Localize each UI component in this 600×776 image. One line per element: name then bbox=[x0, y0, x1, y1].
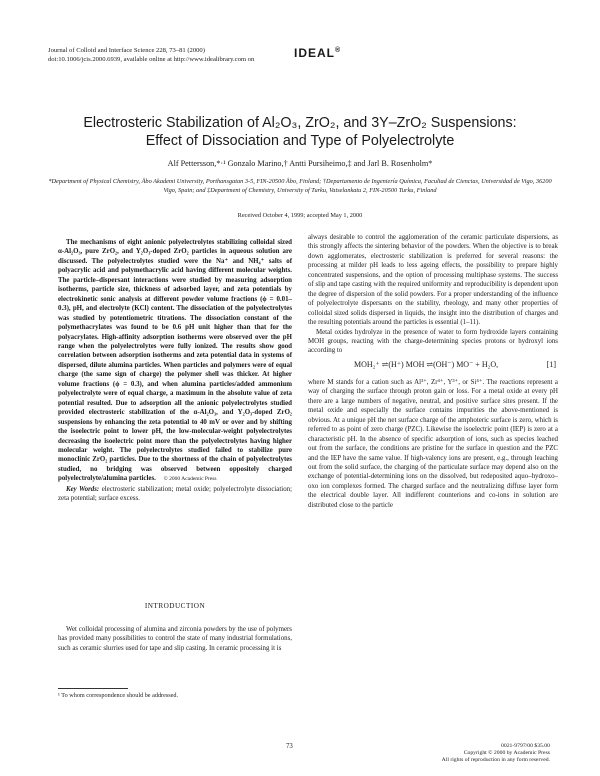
ideal-logo bbox=[294, 46, 341, 60]
title-line-2: Effect of Dissociation and Type of Polyelectrolyte bbox=[145, 133, 455, 149]
section-heading: INTRODUCTION bbox=[144, 602, 206, 610]
paper-title bbox=[40, 114, 560, 150]
ideal-logo-text: IDEAL bbox=[294, 46, 335, 60]
affiliations: *Department of Physical Chemistry, Åbo Akademi University, Porthansgatan 3-5, FIN-20500 Åbo, Finland; †Departamento de Ingeniería Química, Facultad de Ciencias, Universidad de Vigo, 36200 Vigo, Spain; and ‡Department of Chemistry, University of Turku, Vatselankatu 2, FIN-20500 Turku, Finland bbox=[48, 178, 552, 194]
copyright-notice bbox=[440, 743, 550, 764]
right-paragraph-3: where M stands for a cation such as Al³⁺, Zr⁴⁺, Y³⁺, or Si⁴⁺. The reactions represent a way of charging the surface through proton gain or loss. For a metal oxide at every pH there are a large numbers of negative, neutral, and positive surface sites present. If the metal oxide and especially the surface contains impurities the above-mentioned is obvious. At a unique pH the net surface charge of the amphoteric surface is zero, which is referred to as point of zero charge (PZC). Likewise the isoelectric point (IEP) is zero at a characteristic pH. In the absence of specific adsorption of ions, such as species leached out from the surface, the conditions are pristine for the surface in question and the PZC and the IEP have the same value. If high-valency ions are present, e.g., through leaching out from the solid surface, the charging of the particulate surface may depend also on the exchange of potential-determining ions on the dissolved, but redeposited aquo–hydroxo–oxo ion complexes formed. The charged surface and the neutralizing diffuse layer form the electrical double layer. All indifferent counterions and co-ions in solution are distributed close to the particle bbox=[308, 378, 558, 509]
footnote-rule bbox=[58, 688, 128, 689]
abstract-text bbox=[58, 238, 292, 485]
authors: Alf Pettersson,*·¹ Gonzalo Marino,† Antti Pursiheimo,‡ and Jarl B. Rosenholm* bbox=[167, 159, 433, 168]
title-line-1: Electrosteric Stabilization of Al₂O₃, ZrO₂, and 3Y–ZrO₂ Suspensions: bbox=[83, 115, 517, 131]
ideal-logo-mark: ® bbox=[335, 47, 342, 54]
received-date: Received October 4, 1999; accepted May 1, 2000 bbox=[237, 212, 363, 219]
doi-line: doi:10.1006/jcis.2000.6939, available online at http://www.idealibrary.com on bbox=[48, 56, 255, 63]
intro-section bbox=[58, 625, 292, 653]
journal-citation: Journal of Colloid and Interface Science 228, 73–81 (2000) bbox=[48, 47, 205, 54]
abstract-copyright: © 2000 Academic Press bbox=[163, 476, 217, 483]
abstract-block bbox=[58, 238, 292, 504]
equation-1 bbox=[308, 356, 558, 378]
key-words bbox=[58, 485, 292, 504]
key-words-text: electrosteric stabilization; metal oxide; polyelectrolyte dissociation; zeta potential; surface excess. bbox=[58, 485, 292, 503]
right-paragraph-1: always desirable to control the agglomeration of the ceramic particulate dispersions, as this strongly affects the sintering behavior of the powders. When the objective is to break down agglomerates, electrosteric stabilization is preferred for several reasons: the processing at milder pH leads to less ageing effects, the possibility to prepare highly concentrated suspensions, and the option of processing multiphase systems. The success of slip and tape casting with the required uniformity and reproducibility is dependent upon the degree of dispersion of the solid powders. For a proper understanding of the influence of polyelectrolyte dispersants on the stability, rheology, and many other properties of colloidal sized solids dispersed in liquids, the insight into the distribution of charges and the resulting potentials around the particles is essential (1–11). bbox=[308, 234, 558, 327]
equation-expression: MOH₂⁺ ⇌(H⁺) MOH ⇌(OH⁻) MO⁻ + H₂O, bbox=[354, 359, 499, 369]
footnote: ¹ To whom correspondence should be addressed. bbox=[58, 692, 179, 699]
issn-price: 0021-9797/00 $35.00 bbox=[501, 743, 550, 749]
right-paragraph-2: Metal oxides hydrolyze in the presence of water to form hydroxide layers containing MOH groups, reacting with the charge-determining species protons or hydroxyl ions according to bbox=[308, 328, 558, 355]
rights-line: All rights of reproduction in any form reserved. bbox=[441, 757, 550, 763]
key-words-label: Key Words: bbox=[66, 485, 100, 493]
intro-paragraph: Wet colloidal processing of alumina and zirconia powders by the use of polymers has provided many possibilities to control the state of many industrial formulations, such as ceramic slurries used for tape and slip casting. In ceramic processing it is bbox=[58, 626, 292, 652]
page-number: 73 bbox=[286, 743, 293, 750]
right-column bbox=[308, 233, 558, 510]
abstract-body: The mechanisms of eight anionic polyelectrolytes stabilizing colloidal sized α-Al₂O₃, pure ZrO₂, and Y₂O₃-doped ZrO₂ particles in aqueous solution are discussed. The polyelectrolytes studied were the Na⁺ and NH₄⁺ salts of polyacrylic acid and polymethacrylic acid having different molecular weights. The particle–dispersant interactions were studied by measuring adsorption isotherms, particle size, thickness of adsorbed layer, and zeta potentials by electrokinetic sonic analysis at different powder volume fractions (ϕ = 0.01–0.3), pH, and electrolyte (KCl) content. The dissociation of the polyelectrolytes was studied by potentiometric titrations. The dissociation constant of the polymethacrylates was found to be 0.6 pH unit higher than that for the polyacrylates. High-affinity adsorption isotherms were observed over the pH range when the polyelectrolytes were fully ionized. The results show good correlation between adsorption isotherms and zeta potential data in systems of dispersed, dilute alumina particles. When particles and polymers were of equal charge (the same sign of charge) the polymer shell was thicker. At higher volume fractions (ϕ = 0.3), and when alumina particles/added ammonium polyelectrolyte were of equal charge, a maximum in the absolute value of zeta potential resulted. Due to adsorption all the anionic polyelectrolytes studied provided electrosteric stabilization of the α-Al₂O₃, and Y₂O₃-doped ZrO₂ suspensions by enhancing the zeta potential to 40 mV or over and by shifting the isoelectric point to lower pH, the low-molecular-weight polyelectrolytes decreasing the isoelectric point more than the polyelectrolytes having higher molecular weight. The polyelectrolytes studied failed to stabilize pure monoclinic ZrO₂ particles. Due to the shortness of the chain of polyelectrolytes studied, no bridging was observed between oppositely charged polyelectrolyte/alumina particles. bbox=[58, 239, 292, 483]
equation-number: [1] bbox=[546, 359, 556, 369]
journal-header bbox=[48, 46, 254, 64]
copyright-line: Copyright © 2000 by Academic Press bbox=[463, 750, 550, 756]
